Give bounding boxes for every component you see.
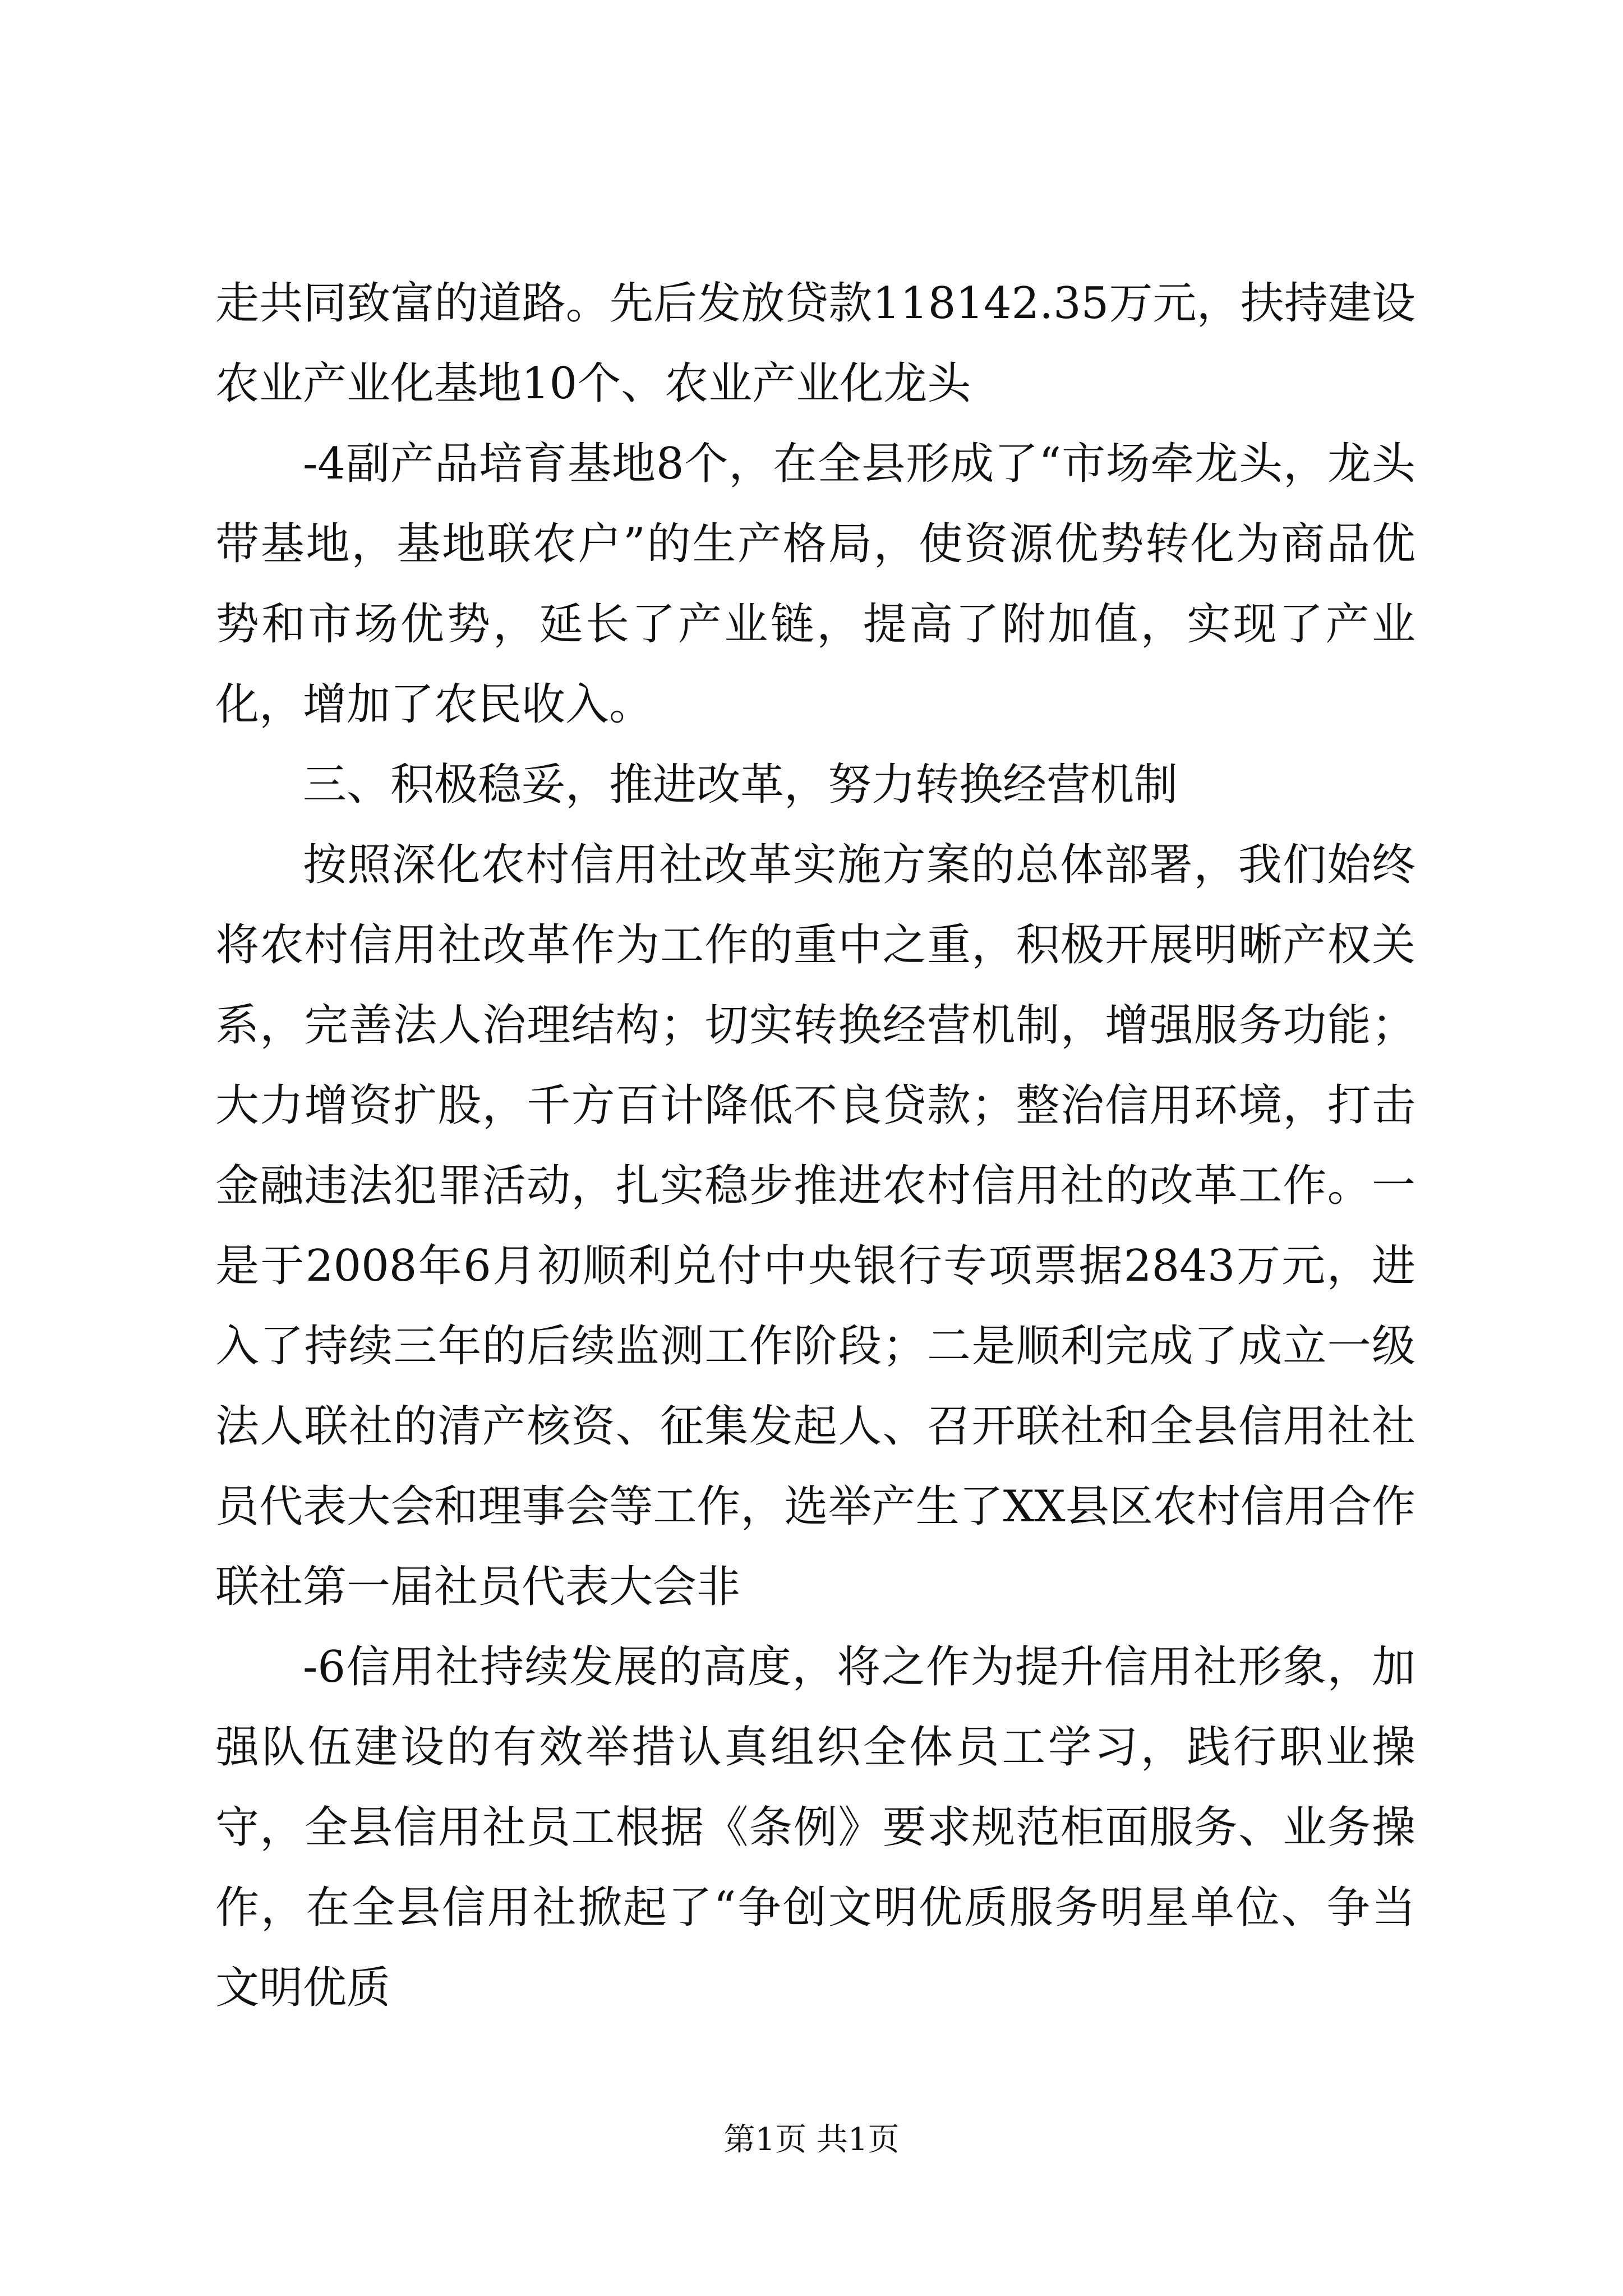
paragraph-3: 按照深化农村信用社改革实施方案的总体部署，我们始终将农村信用社改革作为工作的重中之重，积极开展明晰产权关系，完善法人治理结构；切实转换经营机制，增强服务功能；大力增资扩股，千方百计降低不良贷款；整治信用环境，打击金融违法犯罪活动，扎实稳步推进农村信用社的改革工作。一是于2008年6月初顺利兑付中央银行专项票据2843万元，进入了持续三年的后续监测工作阶段；二是顺利完成了成立一级法人联社的清产核资、征集发起人、召开联社和全县信用社社员代表大会和理事会等工作，选举产生了XX县区农村信用合作联社第一届社员代表大会非 xyxy=(215,840,1415,1612)
section-heading: 三、积极稳妥，推进改革，努力转换经营机制 xyxy=(303,760,1178,810)
paragraph-4: -6信用社持续发展的高度，将之作为提升信用社形象，加强队伍建设的有效举措认真组织全体员工学习，践行职业操守，全县信用社员工根据《条例》要求规范柜面服务、业务操作，在全县信用社掀起了“争创文明优质服务明星单位、争当文明优质 xyxy=(215,1642,1415,2013)
page-footer: 第1页 共1页 xyxy=(723,2122,900,2158)
paragraph-2: -4副产品培育基地8个，在全县形成了“市场牵龙头，龙头带基地，基地联农户”的生产格局，使资源优势转化为商品优势和市场优势，延长了产业链，提高了附加值，实现了产业化，增加了农民收入。 xyxy=(215,439,1415,730)
document-body xyxy=(215,264,1415,2028)
paragraph-1: 走共同致富的道路。先后发放贷款118142.35万元，扶持建设农业产业化基地10个、农业产业化龙头 xyxy=(215,278,1415,409)
